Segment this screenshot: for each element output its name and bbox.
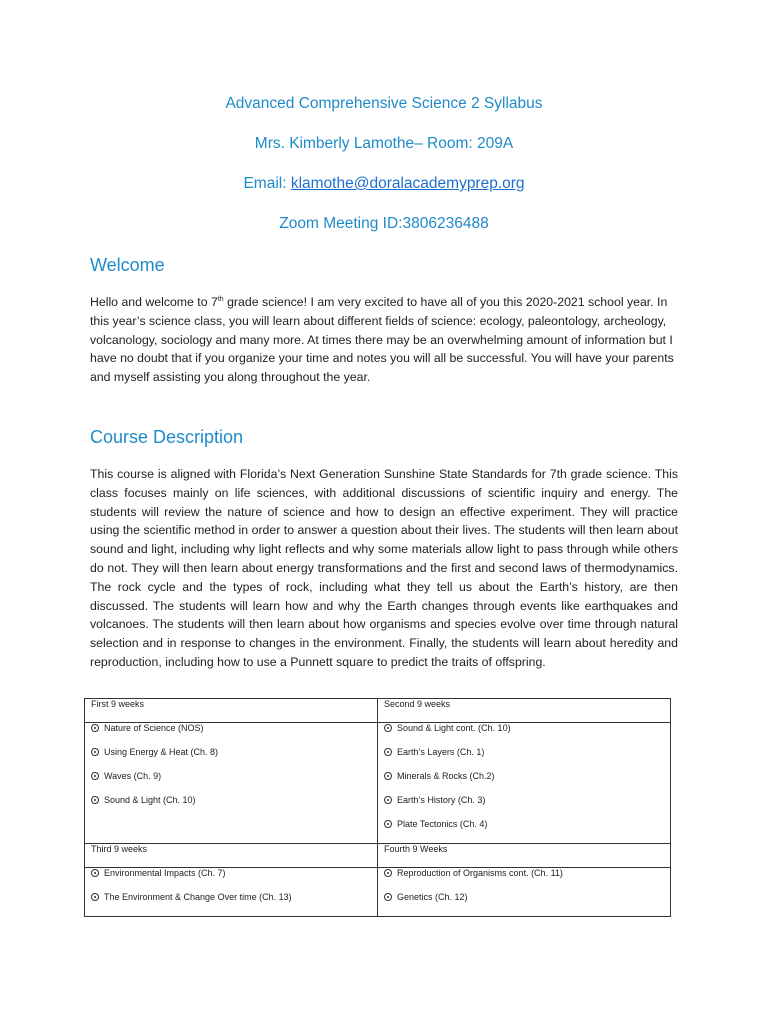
list-item xyxy=(384,892,664,916)
quarter-topics xyxy=(85,868,378,917)
quarter-label: Third 9 weeks xyxy=(85,844,378,868)
bullet-circle-icon xyxy=(91,748,99,756)
email-link[interactable]: klamothe@doralacademyprep.org xyxy=(290,175,525,192)
ordinal-suffix: th xyxy=(217,296,224,303)
list-item xyxy=(91,723,371,747)
list-item xyxy=(384,723,664,747)
quarter-label: Second 9 weeks xyxy=(378,699,671,723)
list-item xyxy=(91,892,371,916)
bullet-circle-icon xyxy=(384,748,392,756)
list-item xyxy=(91,795,371,819)
bullet-circle-icon xyxy=(384,772,392,780)
table-row xyxy=(85,868,671,917)
topic-label: Sound & Light (Ch. 10) xyxy=(104,795,196,805)
bullet-circle-icon xyxy=(91,772,99,780)
table-row xyxy=(85,723,671,844)
topic-label: Earth’s History (Ch. 3) xyxy=(397,795,486,805)
quarter-topics xyxy=(85,723,378,844)
topic-label: Waves (Ch. 9) xyxy=(104,771,162,781)
bullet-circle-icon xyxy=(384,820,392,828)
document-title: Advanced Comprehensive Science 2 Syllabus xyxy=(225,95,543,112)
table-row xyxy=(85,844,671,868)
welcome-paragraph xyxy=(90,293,678,387)
topic-label: Sound & Light cont. (Ch. 10) xyxy=(397,723,511,733)
quarter-label: Fourth 9 Weeks xyxy=(378,844,671,868)
list-item xyxy=(384,747,664,771)
quarter-label: First 9 weeks xyxy=(85,699,378,723)
bullet-circle-icon xyxy=(91,893,99,901)
bullet-circle-icon xyxy=(384,893,392,901)
quarter-topics xyxy=(378,868,671,917)
welcome-heading: Welcome xyxy=(90,255,165,275)
bullet-circle-icon xyxy=(384,796,392,804)
email-line xyxy=(0,175,768,193)
list-item xyxy=(384,819,664,843)
list-item xyxy=(91,868,371,892)
bullet-circle-icon xyxy=(91,724,99,732)
welcome-text-rest: grade science! I am very excited to have all of you this 2020-2021 school year. In this year’s science class, you will learn about different fields of science: ecology, paleontology, archeology, volcanology, sociology and many more. At times there may be an overwhelming amount of information but I have no doubt that if you organize your time and notes you will all be successful. You will have your parents and myself assisting you along throughout the year. xyxy=(90,295,674,385)
email-label: Email: xyxy=(243,175,291,192)
list-item xyxy=(384,771,664,795)
schedule-table xyxy=(84,698,671,917)
bullet-circle-icon xyxy=(91,869,99,877)
list-item xyxy=(384,795,664,819)
topic-label: Reproduction of Organisms cont. (Ch. 11) xyxy=(397,868,563,878)
zoom-meeting-id: Zoom Meeting ID:3806236488 xyxy=(279,215,489,232)
bullet-circle-icon xyxy=(384,869,392,877)
topic-label: Minerals & Rocks (Ch.2) xyxy=(397,771,495,781)
table-row xyxy=(85,699,671,723)
course-description-paragraph: This course is aligned with Florida’s Next Generation Sunshine State Standards for 7th grade science. This class focuses mainly on life sciences, with additional discussions of scientific inquiry and energy. The students will review the nature of science and how to design an effective experiment. They will practice using the scientific method in order to answer a question about their lives. The students will then learn about sound and light, including why light reflects and why some materials allow light to pass through while others do not. They will then learn about energy transformations and the first and second laws of thermodynamics. The rock cycle and the types of rock, including what they tell us about the Earth’s history, are then discussed. The students will learn how and why the Earth changes through events like earthquakes and volcanoes. The students will then learn about how organisms and species evolve over time through natural selection and in response to changes in the environment. Finally, the students will learn about heredity and reproduction, including how to use a Punnett square to predict the traits of offspring. xyxy=(90,467,678,669)
topic-label: Earth’s Layers (Ch. 1) xyxy=(397,747,485,757)
topic-label: Using Energy & Heat (Ch. 8) xyxy=(104,747,219,757)
list-item xyxy=(384,868,664,892)
teacher-room: Mrs. Kimberly Lamothe– Room: 209A xyxy=(254,135,514,152)
topic-label: Nature of Science (NOS) xyxy=(104,723,204,733)
list-item xyxy=(91,771,371,795)
bullet-circle-icon xyxy=(91,796,99,804)
topic-label: Plate Tectonics (Ch. 4) xyxy=(397,819,488,829)
topic-label: The Environment & Change Over time (Ch. 13) xyxy=(104,892,292,902)
course-description-heading: Course Description xyxy=(90,427,244,447)
topic-label: Environmental Impacts (Ch. 7) xyxy=(104,868,226,878)
list-item xyxy=(91,747,371,771)
bullet-circle-icon xyxy=(384,724,392,732)
quarter-topics xyxy=(378,723,671,844)
topic-label: Genetics (Ch. 12) xyxy=(397,892,468,902)
welcome-text-start: Hello and welcome to 7 xyxy=(90,295,218,309)
